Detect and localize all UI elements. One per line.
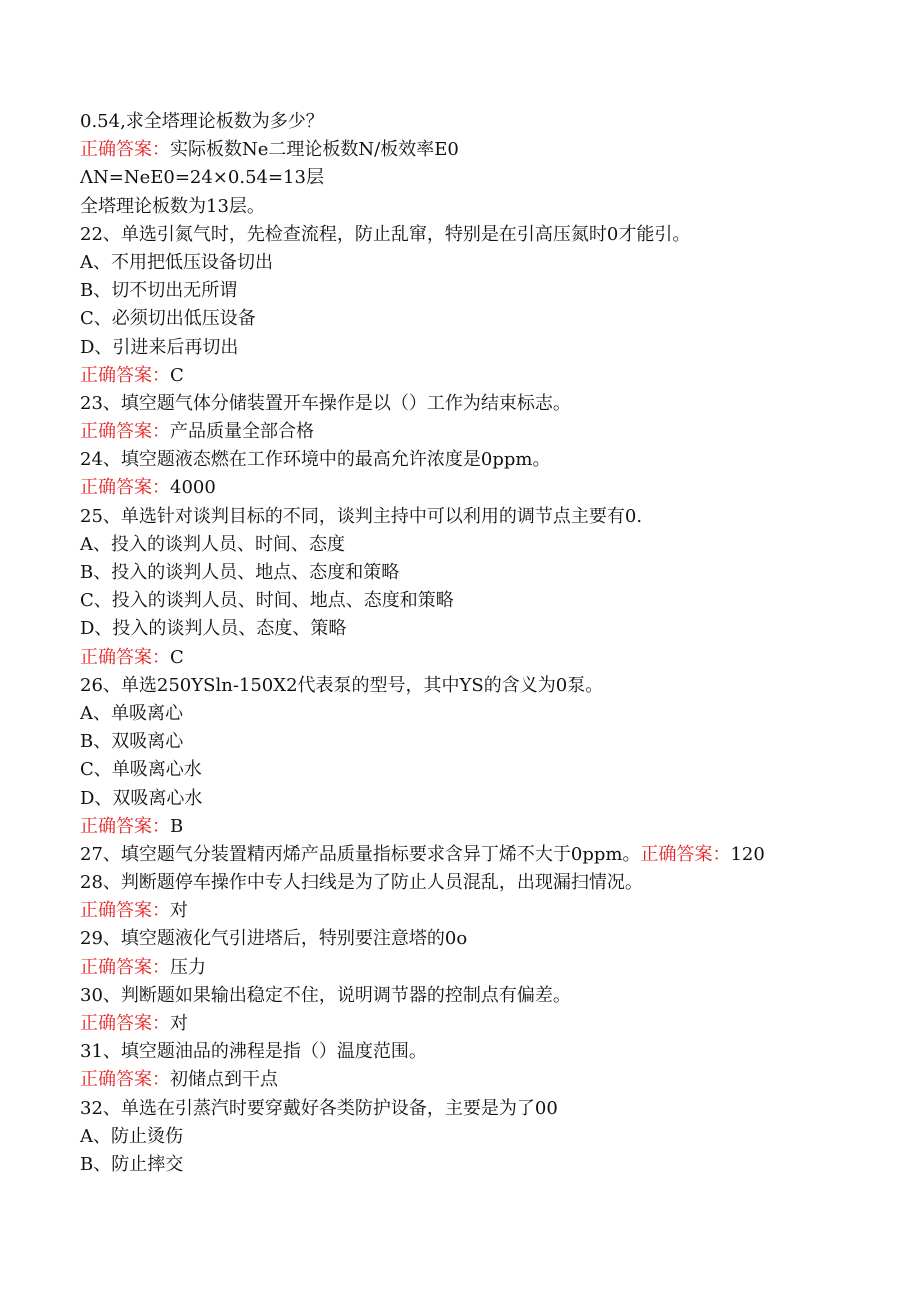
text-line: ΛN=NeE0=24×0.54=13层 <box>80 167 324 189</box>
text-line: C、必须切出低压设备 <box>80 308 256 330</box>
answer-label: 正确答案： <box>80 900 170 922</box>
answer-label: 正确答案： <box>640 843 731 865</box>
answer-value: C <box>170 646 184 668</box>
answer-value: 压力 <box>170 956 206 978</box>
answer-value: 实际板数Ne二理论板数N/板效率E0 <box>170 139 459 161</box>
text-line: 25、单选针对谈判目标的不同，谈判主持中可以利用的调节点主要有0. <box>80 505 643 527</box>
text-line: A、不用把低压设备切出 <box>80 251 273 273</box>
answer-line <box>80 954 880 982</box>
text-line: 28、判断题停车操作中专人扫线是为了防止人员混乱，出现漏扫情况。 <box>80 872 643 894</box>
answer-line <box>80 644 880 672</box>
answer-line <box>80 1010 880 1038</box>
answer-line <box>80 1066 880 1094</box>
text-line: C、投入的谈判人员、时间、地点、态度和策略 <box>80 590 454 612</box>
answer-line <box>80 474 880 502</box>
text-line: 30、判断题如果输出稳定不住，说明调节器的控制点有偏差。 <box>80 984 571 1006</box>
answer-value: B <box>170 815 184 837</box>
answer-value: 120 <box>730 843 765 865</box>
answer-line <box>80 813 880 841</box>
answer-line <box>80 136 880 164</box>
text-line: 31、填空题油品的沸程是指（）温度范围。 <box>80 1041 427 1063</box>
text-line: C、单吸离心水 <box>80 759 202 781</box>
text-line: D、引进来后再切出 <box>80 336 239 358</box>
answer-value: 4000 <box>170 477 216 499</box>
question-with-answer-line <box>80 841 880 869</box>
text-line: A、单吸离心 <box>80 702 183 724</box>
text-line: D、投入的谈判人员、态度、策略 <box>80 618 347 640</box>
answer-value: C <box>170 364 184 386</box>
document-page <box>80 108 880 1179</box>
text-line: A、投入的谈判人员、时间、态度 <box>80 533 345 555</box>
answer-label: 正确答案： <box>80 646 170 668</box>
answer-label: 正确答案： <box>80 815 170 837</box>
text-line: 24、填空题液态燃在工作环境中的最高允许浓度是0ppm。 <box>80 449 551 471</box>
answer-value: 产品质量全部合格 <box>170 421 314 443</box>
answer-value: 初储点到干点 <box>170 1069 278 1091</box>
answer-label: 正确答案： <box>80 956 170 978</box>
answer-label: 正确答案： <box>80 1013 170 1034</box>
answer-value: 对 <box>170 900 188 922</box>
text-line: 32、单选在引蒸汽时要穿戴好各类防护设备，主要是为了00 <box>80 1097 558 1119</box>
answer-label: 正确答案： <box>80 139 170 161</box>
answer-label: 正确答案： <box>80 477 170 499</box>
answer-value: 对 <box>170 1013 188 1034</box>
answer-line <box>80 362 880 390</box>
answer-label: 正确答案： <box>80 421 170 443</box>
text-line: 0.54,求全塔理论板数为多少？ <box>80 111 324 132</box>
text-line: 29、填空题液化气引进塔后，特别要注意塔的0o <box>80 928 468 950</box>
answer-line <box>80 418 880 446</box>
text-line: B、防止摔交 <box>80 1153 184 1175</box>
text-line: D、双吸离心水 <box>80 787 203 809</box>
text-line: A、防止烫伤 <box>80 1125 183 1147</box>
text-line: 26、单选250YSln-150X2代表泵的型号，其中YS的含义为0泵。 <box>80 674 604 696</box>
text-line: 23、填空题气体分储装置开车操作是以（）工作为结束标志。 <box>80 392 571 414</box>
text-line: 全塔理论板数为13层。 <box>80 195 265 217</box>
text-line: B、投入的谈判人员、地点、态度和策略 <box>80 562 400 583</box>
text-line: B、切不切出无所谓 <box>80 280 238 302</box>
text-line: B、双吸离心 <box>80 731 184 753</box>
answer-label: 正确答案： <box>80 364 170 386</box>
text-line: 22、单选引氮气时，先检查流程，防止乱窜，特别是在引高压氮时0才能引。 <box>80 223 691 245</box>
question-text: 27、填空题气分装置精丙烯产品质量指标要求含异丁烯不大于0ppm。 <box>80 843 641 865</box>
answer-label: 正确答案： <box>80 1069 170 1091</box>
answer-line <box>80 897 880 925</box>
